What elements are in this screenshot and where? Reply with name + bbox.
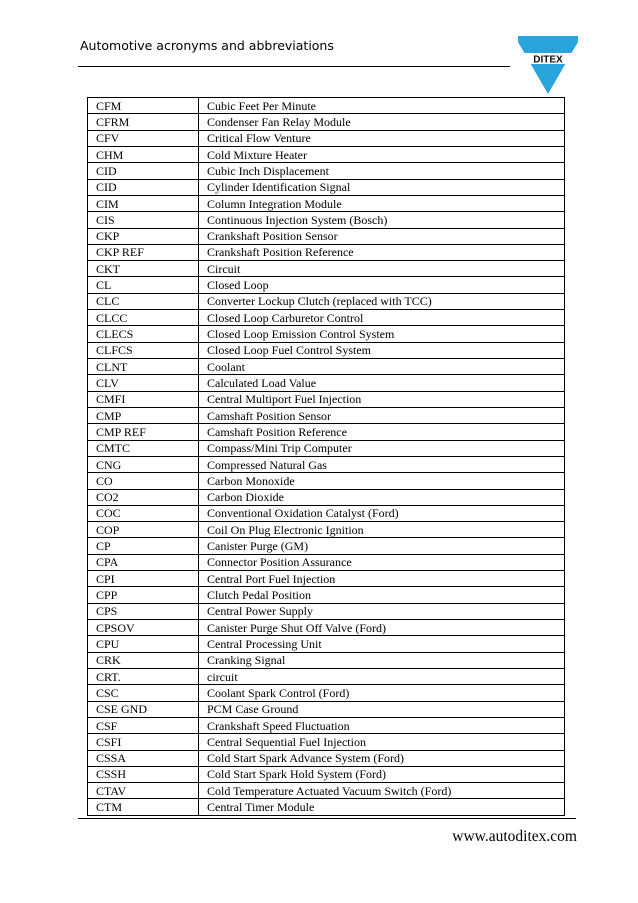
definition-cell: Coolant: [199, 359, 565, 375]
table-row: [88, 799, 564, 815]
acronym-cell: CTAV: [88, 783, 199, 799]
acronym-cell: CO: [88, 473, 199, 489]
table-row: [88, 261, 564, 277]
acronym-cell: CMTC: [88, 440, 199, 456]
table-row: [88, 750, 564, 766]
table-row: [88, 375, 564, 391]
table-row: [88, 195, 564, 211]
acronym-cell: CSSA: [88, 750, 199, 766]
table-row: [88, 228, 564, 244]
acronym-cell: CLECS: [88, 326, 199, 342]
table-row: [88, 603, 564, 619]
definition-cell: Central Power Supply: [199, 603, 565, 619]
definition-cell: Carbon Dioxide: [199, 489, 565, 505]
definition-cell: Cold Start Spark Hold System (Ford): [199, 766, 565, 782]
acronym-cell: CL: [88, 277, 199, 293]
definition-cell: Cold Mixture Heater: [199, 146, 565, 162]
definition-cell: Compressed Natural Gas: [199, 456, 565, 472]
acronym-table: [87, 97, 565, 816]
table-row: [88, 538, 564, 554]
table-row: [88, 326, 564, 342]
table-row: [88, 277, 564, 293]
table-row: [88, 522, 564, 538]
table-row: [88, 571, 564, 587]
definition-cell: Compass/Mini Trip Computer: [199, 440, 565, 456]
acronym-cell: CMFI: [88, 391, 199, 407]
acronym-cell: CNG: [88, 456, 199, 472]
definition-cell: Condenser Fan Relay Module: [199, 114, 565, 130]
table-row: [88, 668, 564, 684]
definition-cell: Converter Lockup Clutch (replaced with TCC): [199, 293, 565, 309]
table-row: [88, 489, 564, 505]
acronym-cell: CKT: [88, 261, 199, 277]
table-row: [88, 98, 564, 114]
table-row: [88, 636, 564, 652]
table-row: [88, 701, 564, 717]
acronym-cell: COP: [88, 522, 199, 538]
definition-cell: Closed Loop Fuel Control System: [199, 342, 565, 358]
definition-cell: Coolant Spark Control (Ford): [199, 685, 565, 701]
acronym-cell: CPA: [88, 554, 199, 570]
table-row: [88, 244, 564, 260]
definition-cell: Cranking Signal: [199, 652, 565, 668]
definition-cell: Central Port Fuel Injection: [199, 571, 565, 587]
definition-cell: Cold Temperature Actuated Vacuum Switch (Ford): [199, 783, 565, 799]
acronym-cell: CSFI: [88, 734, 199, 750]
definition-cell: Canister Purge Shut Off Valve (Ford): [199, 620, 565, 636]
definition-cell: Closed Loop Carburetor Control: [199, 310, 565, 326]
acronym-cell: CIM: [88, 195, 199, 211]
table-row: [88, 391, 564, 407]
acronym-cell: CFRM: [88, 114, 199, 130]
footer-divider: [78, 818, 576, 819]
acronym-cell: COC: [88, 505, 199, 521]
definition-cell: Cubic Feet Per Minute: [199, 98, 565, 114]
acronym-cell: CLNT: [88, 359, 199, 375]
table-row: [88, 766, 564, 782]
definition-cell: Central Processing Unit: [199, 636, 565, 652]
acronym-cell: CPS: [88, 603, 199, 619]
definition-cell: Central Sequential Fuel Injection: [199, 734, 565, 750]
table-row: [88, 440, 564, 456]
acronym-cell: CLC: [88, 293, 199, 309]
header-divider: [78, 66, 510, 67]
definition-cell: Cylinder Identification Signal: [199, 179, 565, 195]
table-row: [88, 505, 564, 521]
document-title: Automotive acronyms and abbreviations: [80, 38, 334, 53]
definition-cell: Crankshaft Position Reference: [199, 244, 565, 260]
table-row: [88, 456, 564, 472]
acronym-cell: CHM: [88, 146, 199, 162]
table-row: [88, 212, 564, 228]
definition-cell: Calculated Load Value: [199, 375, 565, 391]
acronym-cell: CSE GND: [88, 701, 199, 717]
definition-cell: Connector Position Assurance: [199, 554, 565, 570]
table-row: [88, 554, 564, 570]
definition-cell: Camshaft Position Sensor: [199, 407, 565, 423]
acronym-cell: CP: [88, 538, 199, 554]
acronym-cell: CPI: [88, 571, 199, 587]
table-row: [88, 717, 564, 733]
table-row: [88, 114, 564, 130]
table-row: [88, 407, 564, 423]
table-row: [88, 685, 564, 701]
acronym-cell: CTM: [88, 799, 199, 815]
definition-cell: Clutch Pedal Position: [199, 587, 565, 603]
acronym-table-body: [88, 98, 564, 815]
acronym-cell: CIS: [88, 212, 199, 228]
acronym-cell: CSC: [88, 685, 199, 701]
definition-cell: Conventional Oxidation Catalyst (Ford): [199, 505, 565, 521]
acronym-cell: CKP REF: [88, 244, 199, 260]
acronym-cell: CSF: [88, 717, 199, 733]
table-row: [88, 310, 564, 326]
acronym-cell: CRT.: [88, 668, 199, 684]
table-row: [88, 179, 564, 195]
table-row: [88, 146, 564, 162]
definition-cell: Carbon Monoxide: [199, 473, 565, 489]
acronym-cell: CID: [88, 163, 199, 179]
table-row: [88, 734, 564, 750]
website-url[interactable]: www.autoditex.com: [452, 828, 577, 845]
definition-cell: Camshaft Position Reference: [199, 424, 565, 440]
acronym-cell: CLFCS: [88, 342, 199, 358]
acronym-cell: CLCC: [88, 310, 199, 326]
definition-cell: Crankshaft Speed Fluctuation: [199, 717, 565, 733]
table-row: [88, 783, 564, 799]
acronym-cell: CMP: [88, 407, 199, 423]
table-row: [88, 293, 564, 309]
acronym-cell: CPP: [88, 587, 199, 603]
acronym-cell: CKP: [88, 228, 199, 244]
acronym-cell: CRK: [88, 652, 199, 668]
logo-text: DITEX: [533, 54, 563, 66]
table-row: [88, 342, 564, 358]
definition-cell: Continuous Injection System (Bosch): [199, 212, 565, 228]
acronym-cell: CO2: [88, 489, 199, 505]
definition-cell: Column Integration Module: [199, 195, 565, 211]
acronym-cell: CFM: [88, 98, 199, 114]
acronym-cell: CPSOV: [88, 620, 199, 636]
definition-cell: Coil On Plug Electronic Ignition: [199, 522, 565, 538]
acronym-cell: CPU: [88, 636, 199, 652]
definition-cell: circuit: [199, 668, 565, 684]
acronym-cell: CMP REF: [88, 424, 199, 440]
definition-cell: Central Timer Module: [207, 800, 315, 815]
definition-cell: Closed Loop Emission Control System: [199, 326, 565, 342]
ditex-logo: [518, 36, 578, 96]
table-row: [88, 359, 564, 375]
table-row: [88, 163, 564, 179]
definition-cell: Circuit: [199, 261, 565, 277]
definition-cell: Critical Flow Venture: [199, 130, 565, 146]
table-row: [88, 424, 564, 440]
definition-cell: Cold Start Spark Advance System (Ford): [199, 750, 565, 766]
acronym-cell: CID: [88, 179, 199, 195]
definition-cell: Cubic Inch Displacement: [199, 163, 565, 179]
table-row: [88, 473, 564, 489]
definition-cell: Canister Purge (GM): [199, 538, 565, 554]
definition-cell: PCM Case Ground: [199, 701, 565, 717]
acronym-cell: CFV: [88, 130, 199, 146]
definition-cell: Crankshaft Position Sensor: [199, 228, 565, 244]
table-row: [88, 652, 564, 668]
table-row: [88, 130, 564, 146]
definition-cell: Central Multiport Fuel Injection: [199, 391, 565, 407]
table-row: [88, 587, 564, 603]
table-row: [88, 620, 564, 636]
definition-cell: Closed Loop: [199, 277, 565, 293]
acronym-cell: CLV: [88, 375, 199, 391]
acronym-cell: CSSH: [88, 766, 199, 782]
